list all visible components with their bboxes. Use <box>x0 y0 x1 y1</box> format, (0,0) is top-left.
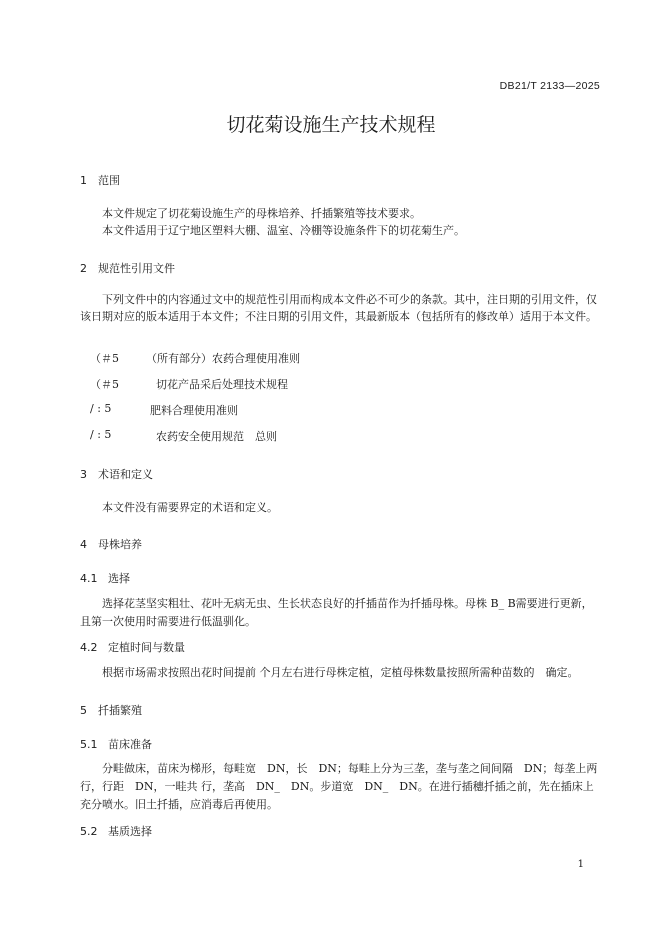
section-title: 术语和定义 <box>98 468 153 481</box>
subsection-5-1-heading <box>80 736 152 752</box>
subsection-number: 4.2 <box>80 641 98 654</box>
section-3-paragraph: 本文件没有需要界定的术语和定义。 <box>102 501 278 514</box>
subsection-5-2-heading <box>80 823 152 839</box>
subsection-number: 4.1 <box>80 572 98 585</box>
subsection-title: 苗床准备 <box>108 738 152 751</box>
section-2-heading <box>80 260 175 276</box>
section-4-heading <box>80 536 142 552</box>
section-3-heading <box>80 466 153 482</box>
subsection-number: 5.1 <box>80 738 98 751</box>
subsection-title: 选择 <box>108 572 130 585</box>
section-title: 母株培养 <box>98 538 142 551</box>
reference-code: （＃5 <box>90 378 119 391</box>
subsection-4-2-paragraph: 根据市场需求按照出花时间提前 个月左右进行母株定植，定植母株数量按照所需种苗数的 确定。 <box>102 666 579 679</box>
reference-code: （＃5 <box>90 352 119 365</box>
reference-title: 切花产品采后处理技术规程 <box>156 378 288 391</box>
page-number: 1 <box>577 859 584 870</box>
section-2-paragraph: 下列文件中的内容通过文中的规范性引用而构成本文件必不可少的条款。其中，注日期的引用文件，仅该日期对应的版本适用于本文件；不注日期的引用文件，其最新版本（包括所有的修改单）适用于本文件。 <box>80 293 597 323</box>
section-number: 1 <box>80 174 87 187</box>
reference-code: / : 5 <box>90 428 112 441</box>
section-5-heading <box>80 702 142 718</box>
doc-number: DB21/T 2133—2025 <box>499 80 600 92</box>
section-1-paragraph-2: 本文件适用于辽宁地区塑料大棚、温室、冷棚等设施条件下的切花菊生产。 <box>102 224 465 237</box>
subsection-title: 定植时间与数量 <box>108 641 185 654</box>
section-title: 扦插繁殖 <box>98 704 142 717</box>
subsection-title: 基质选择 <box>108 825 152 838</box>
subsection-number: 5.2 <box>80 825 98 838</box>
section-number: 5 <box>80 704 87 717</box>
section-1-paragraph-1: 本文件规定了切花菊设施生产的母株培养、扦插繁殖等技术要求。 <box>102 207 421 220</box>
reference-title: 肥料合理使用准则 <box>150 404 238 417</box>
subsection-4-1-heading <box>80 570 130 586</box>
section-number: 3 <box>80 468 87 481</box>
reference-title: （所有部分）农药合理使用准则 <box>146 352 300 365</box>
section-title: 规范性引用文件 <box>98 262 175 275</box>
subsection-4-2-heading <box>80 639 185 655</box>
reference-title: 农药安全使用规范 总则 <box>156 430 277 443</box>
section-title: 范围 <box>98 174 120 187</box>
subsection-4-1-paragraph: 选择花茎坚实粗壮、花叶无病无虫、生长状态良好的扦插苗作为扦插母株。母株 B_ B需要进行更新，且第一次使用时需要进行低温驯化。 <box>80 597 593 628</box>
section-number: 2 <box>80 262 87 275</box>
section-number: 4 <box>80 538 87 551</box>
page-title: 切花菊设施生产技术规程 <box>226 114 436 136</box>
section-1-heading <box>80 172 120 188</box>
reference-code: / : 5 <box>90 402 112 415</box>
subsection-5-1-paragraph: 分畦做床，苗床为梯形，每畦宽 DN，长 DN；每畦上分为三垄，垄与垄之间间隔 DN；每垄上两行，行距 DN，一畦共 行，垄高 DN_ DN。步道宽 DN_ DN。在进行插穗扦插之前，先在插床上充分喷水。旧土扦插，应消毒后再使用。 <box>80 762 598 811</box>
